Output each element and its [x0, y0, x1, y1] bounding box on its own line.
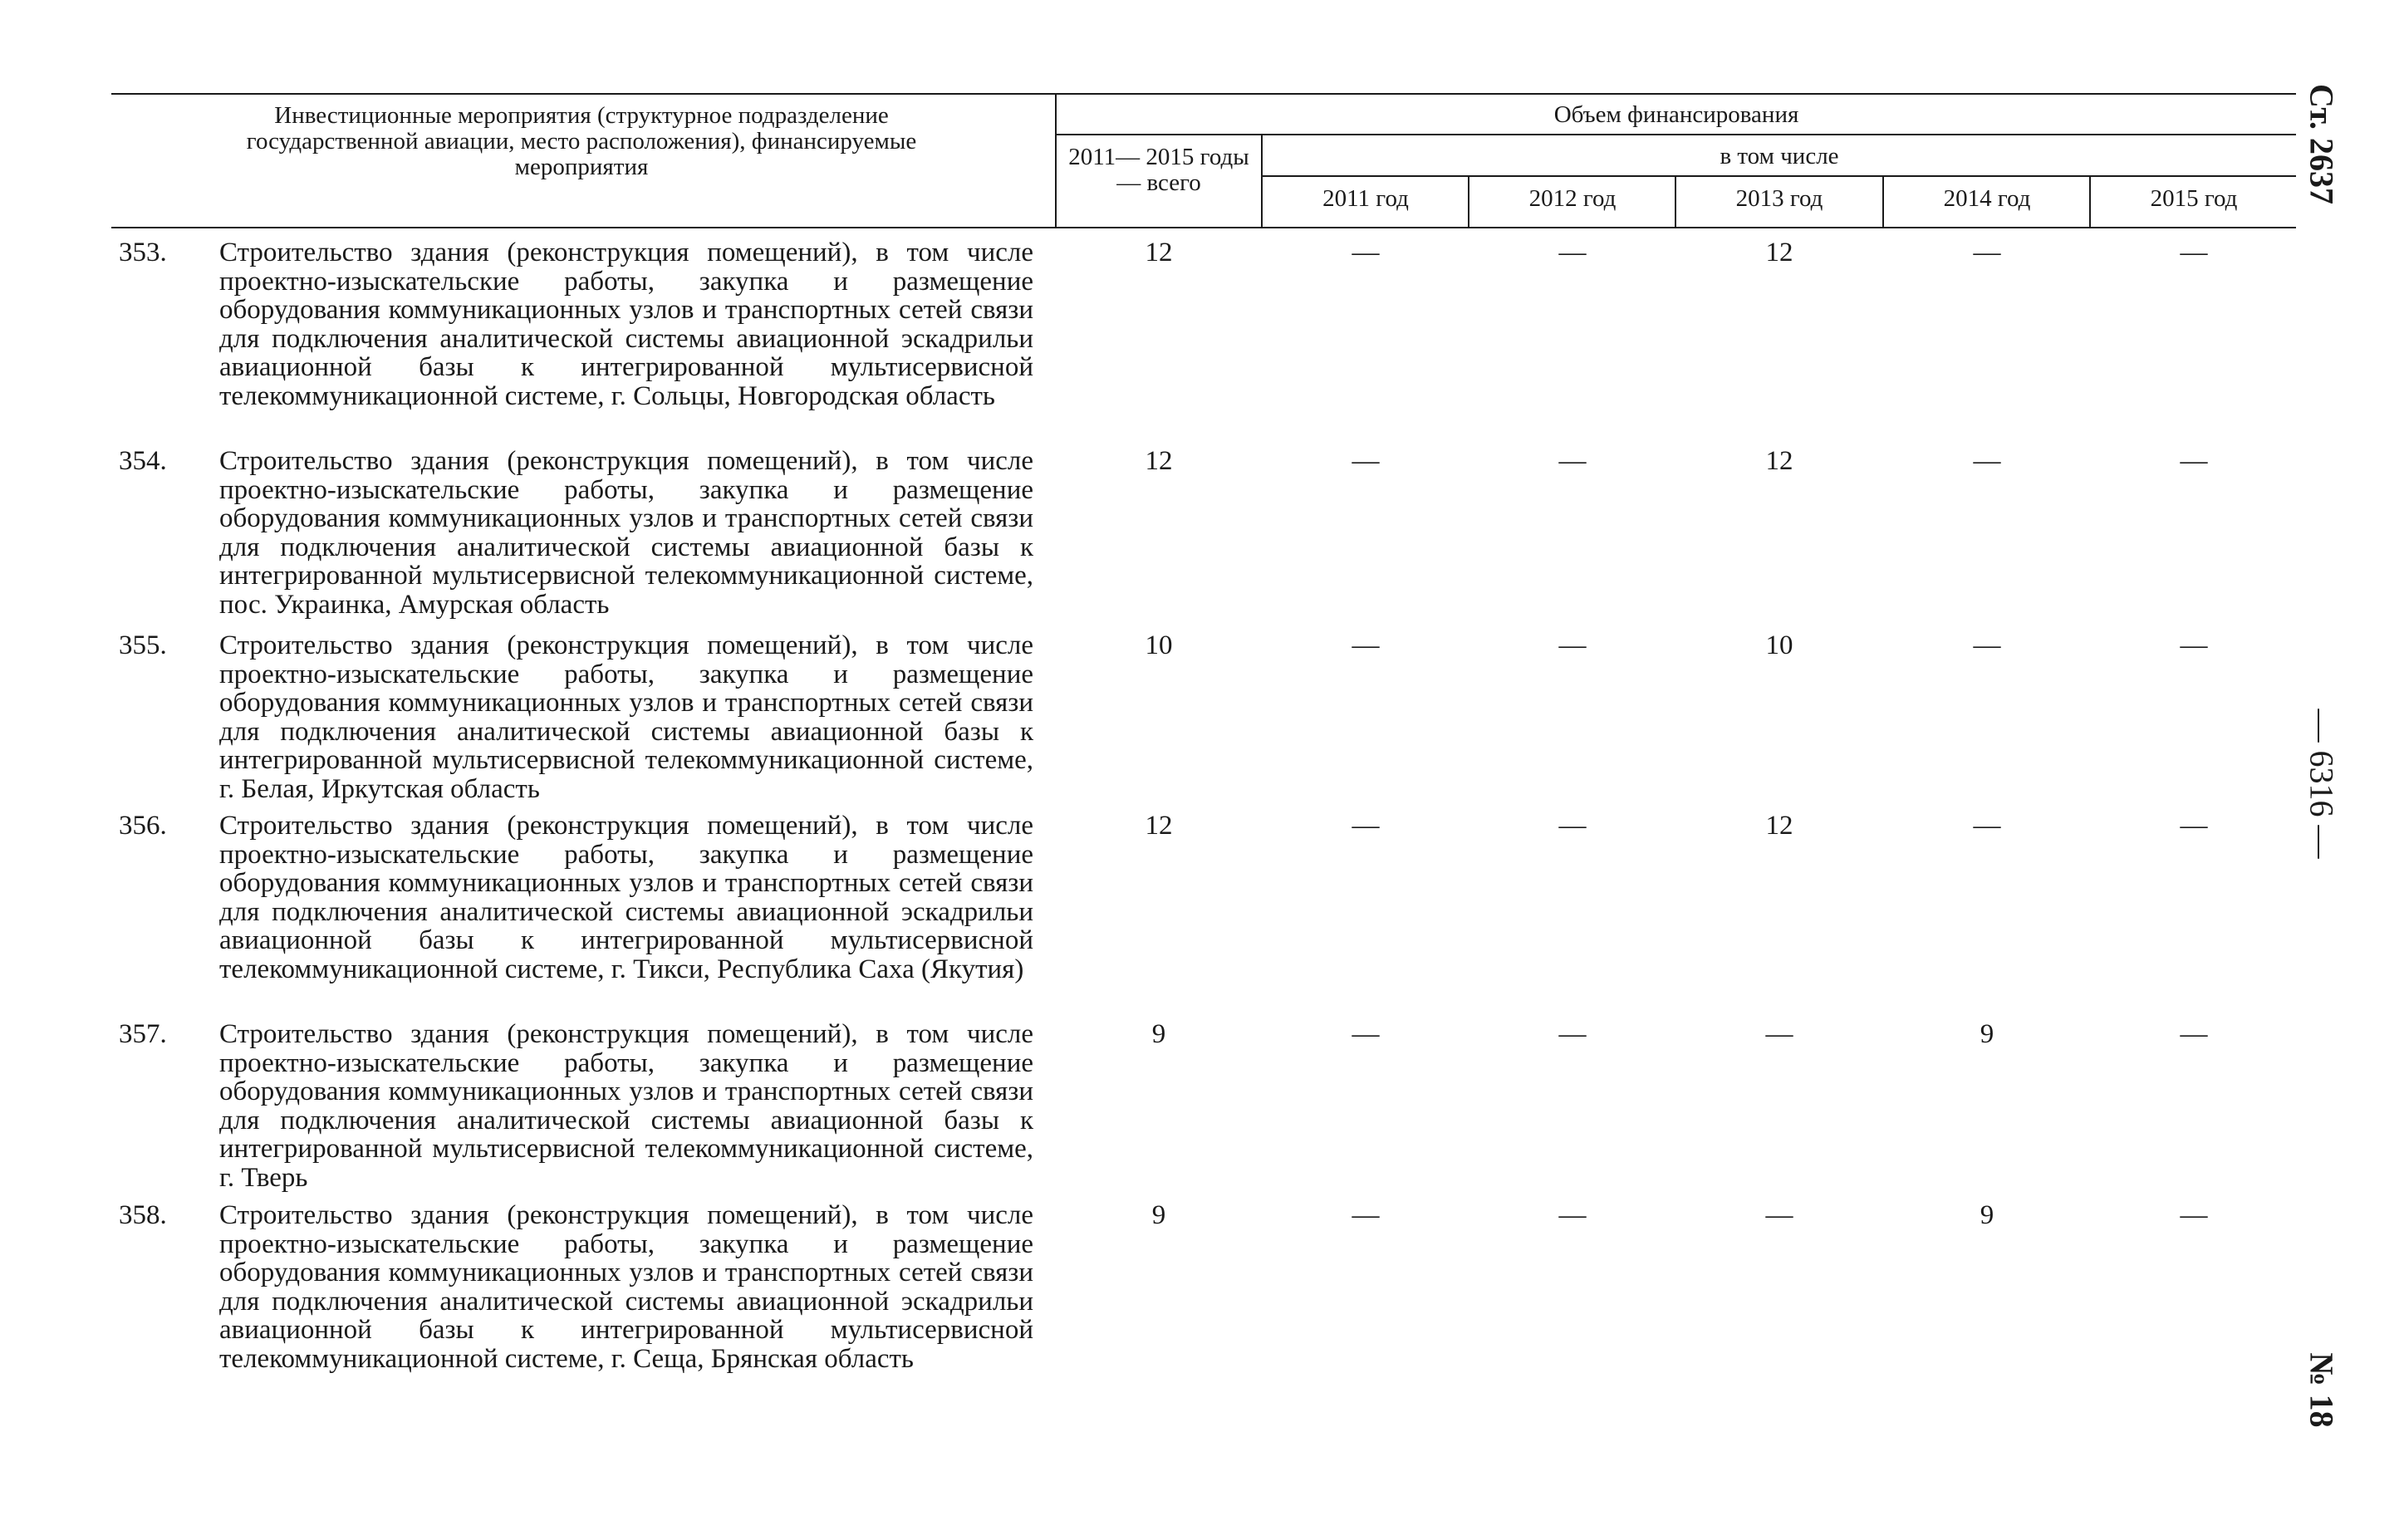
- row-2011: —: [1352, 1200, 1380, 1230]
- row-2011: —: [1352, 1019, 1380, 1049]
- table-top-rule: [111, 93, 2296, 95]
- row-2013: —: [1765, 1019, 1793, 1049]
- row-total: 12: [1145, 811, 1173, 841]
- row-2015: —: [2180, 630, 2208, 660]
- including-rule: [1057, 134, 2296, 135]
- header-activities: Инвестиционные мероприятия (структурное подразделение государственной авиации, место расположения), финансируемые мероприятия: [246, 102, 917, 180]
- row-2015: —: [2180, 1019, 2208, 1049]
- row-2013: 10: [1765, 630, 1793, 660]
- row-2014: 9: [1980, 1019, 1994, 1049]
- row-2011: —: [1352, 811, 1380, 841]
- row-description: Строительство здания (реконструкция помещений), в том числе проектно-изыскательские работы, закупка и размещение оборудования коммуникационных узлов и транспортных сетей связи для подключения аналитической системы авиационной эскадрильи авиационной базы к интегрированной мультисервисной телекоммуникационной системе, г. Тикси, Республика Саха (Якутия): [219, 811, 1033, 984]
- row-2012: —: [1558, 811, 1587, 841]
- row-2013: 12: [1765, 238, 1793, 267]
- row-2011: —: [1352, 630, 1380, 660]
- issue-number: № 18: [2303, 1352, 2341, 1428]
- row-2014: —: [1973, 630, 2001, 660]
- row-2012: —: [1558, 630, 1587, 660]
- row-description: Строительство здания (реконструкция помещений), в том числе проектно-изыскательские работы, закупка и размещение оборудования коммуникационных узлов и транспортных сетей связи для подключения аналитической системы авиационной базы к интегрированной мультисервисной телекоммуникационной системе, пос. Украинка, Амурская область: [219, 446, 1033, 620]
- page-number: — 6316 —: [2303, 709, 2341, 859]
- row-number: 354.: [119, 446, 167, 476]
- header-year-2011: 2011 год: [1322, 185, 1409, 212]
- header-year-2015: 2015 год: [2150, 185, 2238, 212]
- row-2015: —: [2180, 811, 2208, 841]
- row-2012: —: [1558, 238, 1587, 267]
- row-number: 357.: [119, 1019, 167, 1049]
- row-total: 12: [1145, 238, 1173, 267]
- row-total: 10: [1145, 630, 1173, 660]
- row-2015: —: [2180, 446, 2208, 476]
- row-description: Строительство здания (реконструкция помещений), в том числе проектно-изыскательские работы, закупка и размещение оборудования коммуникационных узлов и транспортных сетей связи для подключения аналитической системы авиационной базы к интегрированной мультисервисной телекоммуникационной системе, г. Белая, Иркутская область: [219, 630, 1033, 804]
- row-2014: —: [1973, 446, 2001, 476]
- row-number: 355.: [119, 630, 167, 660]
- row-2013: 12: [1765, 446, 1793, 476]
- row-2014: —: [1973, 811, 2001, 841]
- header-year-2014: 2014 год: [1943, 185, 2031, 212]
- row-2011: —: [1352, 238, 1380, 267]
- row-2011: —: [1352, 446, 1380, 476]
- row-2015: —: [2180, 238, 2208, 267]
- row-2014: —: [1973, 238, 2001, 267]
- years-rule: [1263, 175, 2296, 177]
- row-2012: —: [1558, 1200, 1587, 1230]
- header-year-2013: 2013 год: [1735, 185, 1823, 212]
- row-2012: —: [1558, 446, 1587, 476]
- row-description: Строительство здания (реконструкция помещений), в том числе проектно-изыскательские работы, закупка и размещение оборудования коммуникационных узлов и транспортных сетей связи для подключения аналитической системы авиационной эскадрильи авиационной базы к интегрированной мультисервисной телекоммуникационной системе, г. Сольцы, Новгородская область: [219, 238, 1033, 411]
- row-description: Строительство здания (реконструкция помещений), в том числе проектно-изыскательские работы, закупка и размещение оборудования коммуникационных узлов и транспортных сетей связи для подключения аналитической системы авиационной эскадрильи авиационной базы к интегрированной мультисервисной телекоммуникационной системе, г. Сеща, Брянская область: [219, 1200, 1033, 1374]
- row-total: 12: [1145, 446, 1173, 476]
- row-number: 353.: [119, 238, 167, 267]
- article-number: Ст. 2637: [2303, 84, 2341, 204]
- row-total: 9: [1151, 1019, 1166, 1049]
- row-number: 356.: [119, 811, 167, 841]
- row-2012: —: [1558, 1019, 1587, 1049]
- row-2015: —: [2180, 1200, 2208, 1230]
- row-number: 358.: [119, 1200, 167, 1230]
- header-year-2012: 2012 год: [1528, 185, 1617, 212]
- row-2014: 9: [1980, 1200, 1994, 1230]
- row-total: 9: [1151, 1200, 1166, 1230]
- header-including: в том числе: [1720, 143, 1839, 169]
- row-description: Строительство здания (реконструкция помещений), в том числе проектно-изыскательские работы, закупка и размещение оборудования коммуникационных узлов и транспортных сетей связи для подключения аналитической системы авиационной базы к интегрированной мультисервисной телекоммуникационной системе, г. Тверь: [219, 1019, 1033, 1193]
- row-2013: —: [1765, 1200, 1793, 1230]
- header-financing: Объем финансирования: [1553, 101, 1799, 128]
- header-bottom-rule: [111, 227, 2296, 228]
- row-2013: 12: [1765, 811, 1793, 841]
- header-total: 2011— 2015 годы — всего: [1068, 144, 1249, 196]
